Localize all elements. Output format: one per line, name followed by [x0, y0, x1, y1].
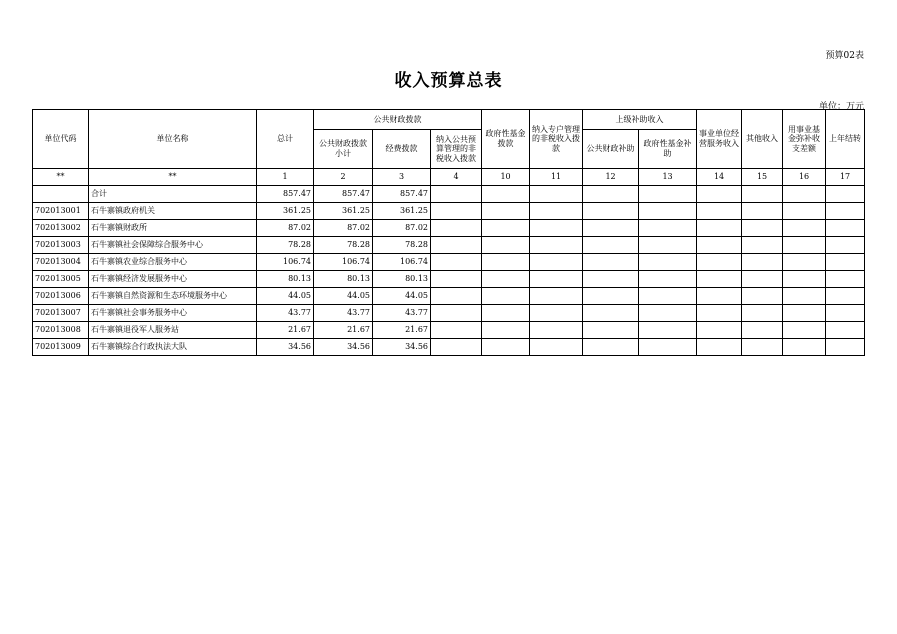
unit-code-cell: 702013009	[33, 339, 89, 356]
empty-cell	[742, 186, 783, 203]
header-business-fund: 用事业基金弥补收支差额	[783, 110, 826, 169]
empty-cell	[639, 220, 697, 237]
unit-code-cell: 702013006	[33, 288, 89, 305]
total-cell: 361.25	[257, 203, 314, 220]
empty-cell	[482, 237, 530, 254]
operating-funds-cell: 857.47	[373, 186, 431, 203]
header-carryover: 上年结转	[826, 110, 865, 169]
empty-cell	[482, 305, 530, 322]
column-number: **	[89, 169, 257, 186]
column-number-row	[33, 169, 865, 186]
subtotal-cell: 34.56	[314, 339, 373, 356]
total-cell: 857.47	[257, 186, 314, 203]
column-number: 2	[314, 169, 373, 186]
header-gov-fund: 政府性基金拨款	[482, 110, 530, 169]
operating-funds-cell: 80.13	[373, 271, 431, 288]
empty-cell	[826, 271, 865, 288]
empty-cell	[583, 237, 639, 254]
total-cell: 80.13	[257, 271, 314, 288]
operating-funds-cell: 21.67	[373, 322, 431, 339]
total-cell: 34.56	[257, 339, 314, 356]
empty-cell	[482, 254, 530, 271]
table-row	[33, 203, 865, 220]
subtotal-cell: 857.47	[314, 186, 373, 203]
empty-cell	[639, 288, 697, 305]
operating-funds-cell: 34.56	[373, 339, 431, 356]
column-number: 11	[530, 169, 583, 186]
empty-cell	[697, 305, 742, 322]
empty-cell	[783, 220, 826, 237]
empty-cell	[697, 322, 742, 339]
empty-cell	[639, 305, 697, 322]
table-body	[33, 186, 865, 356]
empty-cell	[783, 203, 826, 220]
unit-label: 单位：万元	[818, 102, 864, 112]
table-row	[33, 271, 865, 288]
column-number: 4	[431, 169, 482, 186]
column-number: 14	[697, 169, 742, 186]
total-cell: 44.05	[257, 288, 314, 305]
empty-cell	[431, 288, 482, 305]
empty-cell	[431, 220, 482, 237]
column-number: 15	[742, 169, 783, 186]
empty-cell	[742, 203, 783, 220]
empty-cell	[583, 288, 639, 305]
unit-code-cell: 702013003	[33, 237, 89, 254]
empty-cell	[530, 339, 583, 356]
empty-cell	[530, 203, 583, 220]
empty-cell	[783, 237, 826, 254]
subtotal-cell: 87.02	[314, 220, 373, 237]
header-other-income: 其他收入	[742, 110, 783, 169]
empty-cell	[742, 271, 783, 288]
unit-code-cell: 702013008	[33, 322, 89, 339]
empty-cell	[482, 271, 530, 288]
empty-cell	[697, 186, 742, 203]
total-cell: 106.74	[257, 254, 314, 271]
empty-cell	[530, 220, 583, 237]
unit-name-cell: 石牛寨镇社会事务服务中心	[89, 305, 257, 322]
empty-cell	[697, 288, 742, 305]
empty-cell	[826, 203, 865, 220]
income-budget-table	[32, 109, 865, 356]
unit-name-cell: 石牛寨镇自然资源和生态环境服务中心	[89, 288, 257, 305]
empty-cell	[639, 203, 697, 220]
empty-cell	[482, 186, 530, 203]
empty-cell	[530, 288, 583, 305]
empty-cell	[783, 271, 826, 288]
empty-cell	[639, 254, 697, 271]
empty-cell	[639, 186, 697, 203]
header-nontax-public: 纳入公共预算管理的非税收入拨款	[431, 130, 482, 169]
empty-cell	[639, 237, 697, 254]
unit-name-cell: 石牛寨镇退役军人服务站	[89, 322, 257, 339]
column-number: 12	[583, 169, 639, 186]
empty-cell	[431, 322, 482, 339]
total-cell: 78.28	[257, 237, 314, 254]
header-operating-funds: 经费拨款	[373, 130, 431, 169]
column-number: 17	[826, 169, 865, 186]
table-row	[33, 339, 865, 356]
table-row	[33, 254, 865, 271]
empty-cell	[583, 305, 639, 322]
empty-cell	[783, 254, 826, 271]
empty-cell	[431, 254, 482, 271]
header-public-fiscal-subtotal: 公共财政拨款小计	[314, 130, 373, 169]
empty-cell	[639, 271, 697, 288]
empty-cell	[583, 186, 639, 203]
header-nontax-special: 纳入专户管理的非税收入拨款	[530, 110, 583, 169]
total-cell: 43.77	[257, 305, 314, 322]
operating-funds-cell: 361.25	[373, 203, 431, 220]
empty-cell	[783, 339, 826, 356]
total-row	[33, 186, 865, 203]
empty-cell	[431, 305, 482, 322]
empty-cell	[697, 237, 742, 254]
empty-cell	[742, 305, 783, 322]
header-unit-name: 单位名称	[89, 110, 257, 169]
unit-name-cell: 合计	[89, 186, 257, 203]
header-unit-code: 单位代码	[33, 110, 89, 169]
empty-cell	[826, 322, 865, 339]
subtotal-cell: 80.13	[314, 271, 373, 288]
header-public-fiscal-subsidy: 公共财政补助	[583, 130, 639, 169]
unit-name-cell: 石牛寨镇农业综合服务中心	[89, 254, 257, 271]
header-row-1	[33, 110, 865, 130]
empty-cell	[530, 254, 583, 271]
unit-code-cell: 702013007	[33, 305, 89, 322]
empty-cell	[783, 186, 826, 203]
empty-cell	[431, 339, 482, 356]
header-gov-fund-subsidy: 政府性基金补助	[639, 130, 697, 169]
table-row	[33, 237, 865, 254]
header-total: 总计	[257, 110, 314, 169]
empty-cell	[583, 254, 639, 271]
empty-cell	[697, 271, 742, 288]
table-row	[33, 220, 865, 237]
empty-cell	[783, 305, 826, 322]
subtotal-cell: 106.74	[314, 254, 373, 271]
empty-cell	[826, 254, 865, 271]
empty-cell	[639, 339, 697, 356]
empty-cell	[583, 203, 639, 220]
column-number: 10	[482, 169, 530, 186]
header-public-fiscal: 公共财政拨款	[314, 110, 482, 130]
unit-code-cell	[33, 186, 89, 203]
table-row	[33, 322, 865, 339]
form-number: 预算02表	[825, 51, 864, 61]
empty-cell	[742, 254, 783, 271]
empty-cell	[482, 220, 530, 237]
empty-cell	[742, 220, 783, 237]
unit-name-cell: 石牛寨镇财政所	[89, 220, 257, 237]
empty-cell	[431, 203, 482, 220]
empty-cell	[742, 322, 783, 339]
column-number: 3	[373, 169, 431, 186]
column-number: 13	[639, 169, 697, 186]
empty-cell	[783, 288, 826, 305]
subtotal-cell: 44.05	[314, 288, 373, 305]
empty-cell	[697, 254, 742, 271]
column-number: 16	[783, 169, 826, 186]
empty-cell	[697, 339, 742, 356]
empty-cell	[583, 271, 639, 288]
empty-cell	[482, 339, 530, 356]
total-cell: 87.02	[257, 220, 314, 237]
empty-cell	[530, 305, 583, 322]
empty-cell	[697, 203, 742, 220]
empty-cell	[431, 186, 482, 203]
page-title: 收入预算总表	[394, 71, 503, 91]
empty-cell	[482, 203, 530, 220]
subtotal-cell: 361.25	[314, 203, 373, 220]
table-row	[33, 288, 865, 305]
empty-cell	[826, 237, 865, 254]
empty-cell	[826, 220, 865, 237]
unit-code-cell: 702013002	[33, 220, 89, 237]
operating-funds-cell: 78.28	[373, 237, 431, 254]
header-superior-subsidy: 上级补助收入	[583, 110, 697, 130]
empty-cell	[742, 339, 783, 356]
unit-name-cell: 石牛寨镇政府机关	[89, 203, 257, 220]
empty-cell	[482, 322, 530, 339]
unit-code-cell: 702013004	[33, 254, 89, 271]
unit-code-cell: 702013001	[33, 203, 89, 220]
header-business-operating: 事业单位经营服务收入	[697, 110, 742, 169]
subtotal-cell: 43.77	[314, 305, 373, 322]
operating-funds-cell: 43.77	[373, 305, 431, 322]
empty-cell	[530, 237, 583, 254]
column-number: **	[33, 169, 89, 186]
empty-cell	[530, 322, 583, 339]
empty-cell	[583, 322, 639, 339]
empty-cell	[639, 322, 697, 339]
empty-cell	[431, 237, 482, 254]
empty-cell	[742, 288, 783, 305]
column-number: 1	[257, 169, 314, 186]
empty-cell	[530, 186, 583, 203]
empty-cell	[826, 288, 865, 305]
total-cell: 21.67	[257, 322, 314, 339]
unit-name-cell: 石牛寨镇经济发展服务中心	[89, 271, 257, 288]
subtotal-cell: 78.28	[314, 237, 373, 254]
empty-cell	[826, 339, 865, 356]
unit-name-cell: 石牛寨镇社会保障综合服务中心	[89, 237, 257, 254]
unit-name-cell: 石牛寨镇综合行政执法大队	[89, 339, 257, 356]
empty-cell	[697, 220, 742, 237]
empty-cell	[826, 305, 865, 322]
operating-funds-cell: 44.05	[373, 288, 431, 305]
empty-cell	[583, 339, 639, 356]
operating-funds-cell: 106.74	[373, 254, 431, 271]
unit-code-cell: 702013005	[33, 271, 89, 288]
operating-funds-cell: 87.02	[373, 220, 431, 237]
empty-cell	[482, 288, 530, 305]
empty-cell	[431, 271, 482, 288]
table-row	[33, 305, 865, 322]
empty-cell	[583, 220, 639, 237]
empty-cell	[783, 322, 826, 339]
empty-cell	[530, 271, 583, 288]
empty-cell	[826, 186, 865, 203]
empty-cell	[742, 237, 783, 254]
subtotal-cell: 21.67	[314, 322, 373, 339]
